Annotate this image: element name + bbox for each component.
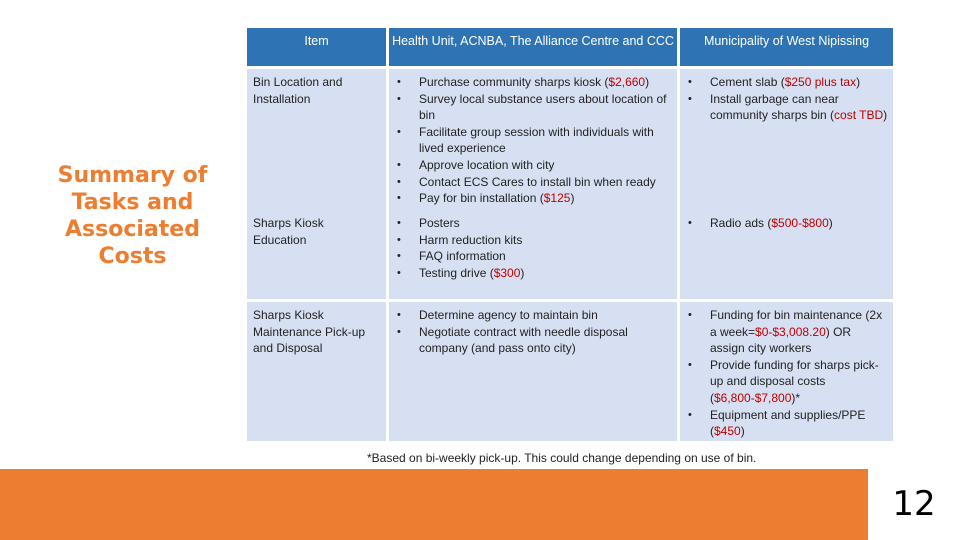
bottom-accent-bar bbox=[0, 469, 960, 540]
health-unit-list bbox=[389, 69, 677, 207]
row-health-unit-cell bbox=[389, 302, 677, 441]
page-number: 12 bbox=[892, 484, 936, 524]
bullet-item bbox=[680, 215, 889, 232]
municipality-list bbox=[680, 210, 893, 232]
bullet-text: ) bbox=[520, 265, 525, 280]
bullet-item bbox=[389, 174, 673, 191]
bullet-item bbox=[389, 157, 673, 174]
bullet-item bbox=[389, 232, 673, 249]
cost-text: $6,800-$7,800 bbox=[714, 390, 792, 405]
bullet-text: Determine agency to maintain bin bbox=[419, 308, 598, 322]
bullet-text: Pay for bin installation ( bbox=[419, 191, 544, 206]
bullet-text: Survey local substance users about location of bin bbox=[419, 91, 667, 123]
bullet-item bbox=[680, 91, 889, 124]
row-item: Bin Location and Installation bbox=[247, 69, 386, 237]
bullet-item bbox=[389, 265, 673, 282]
header-item: Item bbox=[247, 28, 386, 66]
footnote: *Based on bi-weekly pick-up. This could change depending on use of bin. bbox=[367, 451, 757, 465]
bullet-text: Radio ads ( bbox=[710, 216, 772, 230]
cost-text: $500-$800 bbox=[771, 216, 829, 230]
row-item: Sharps Kiosk Maintenance Pick-up and Disposal bbox=[247, 302, 386, 441]
bullet-text: Testing drive ( bbox=[419, 265, 494, 280]
health-unit-list bbox=[389, 302, 677, 357]
municipality-list bbox=[680, 302, 893, 440]
bullet-text: Provide funding for sharps pick-up and disposal costs ( bbox=[710, 357, 879, 405]
bullet-text: ) bbox=[740, 424, 745, 439]
cost-text: $2,660 bbox=[608, 75, 646, 89]
bullet-text: Harm reduction kits bbox=[419, 232, 523, 247]
bullet-item bbox=[389, 248, 673, 265]
bullet-text: Equipment and supplies/PPE ( bbox=[710, 407, 866, 439]
bullet-text: Cement slab ( bbox=[710, 75, 785, 89]
bullet-text: Negotiate contract with needle disposal company (and pass onto city) bbox=[419, 324, 628, 356]
bullet-text: ) OR assign city workers bbox=[710, 324, 852, 356]
bullet-item bbox=[680, 407, 889, 440]
bullet-item bbox=[389, 307, 673, 324]
cost-text: $250 plus tax bbox=[784, 75, 857, 89]
bullet-item bbox=[389, 74, 673, 91]
bullet-text: ) bbox=[856, 75, 861, 89]
bullet-item bbox=[389, 324, 673, 357]
bullet-text: Facilitate group session with individuals with lived experience bbox=[419, 124, 654, 156]
bullet-text: FAQ information bbox=[419, 249, 506, 264]
health-unit-list bbox=[389, 210, 677, 281]
bullet-text: Purchase community sharps kiosk ( bbox=[419, 75, 609, 89]
slide-title: Summary of Tasks and Associated Costs bbox=[57, 163, 208, 269]
bullet-item bbox=[389, 190, 673, 207]
bullet-text: Contact ECS Cares to install bin when ready bbox=[419, 174, 656, 189]
bullet-text: ) bbox=[828, 216, 833, 230]
bullet-item bbox=[680, 74, 889, 91]
municipality-list bbox=[680, 69, 893, 124]
cost-text: $450 bbox=[714, 424, 741, 439]
cost-text: $0-$3,008.20 bbox=[755, 324, 826, 339]
row-item: Sharps Kiosk Education bbox=[247, 210, 386, 299]
bullet-item bbox=[389, 91, 673, 124]
bullet-text: ) bbox=[570, 191, 575, 206]
cost-text: $125 bbox=[543, 191, 571, 206]
bullet-item bbox=[389, 124, 673, 157]
bullet-text: Install garbage can near community sharps bin ( bbox=[710, 91, 839, 123]
bullet-text: )* bbox=[791, 390, 801, 405]
row-municipality-cell bbox=[680, 302, 893, 441]
header-municipality: Municipality of West Nipissing bbox=[680, 28, 893, 66]
bullet-text: Posters bbox=[419, 216, 460, 230]
bullet-text: Approve location with city bbox=[419, 157, 555, 172]
bullet-item bbox=[680, 307, 889, 357]
cost-text: cost TBD bbox=[834, 108, 884, 123]
row-municipality-cell bbox=[680, 210, 893, 299]
header-health-unit: Health Unit, ACNBA, The Alliance Centre and CCC bbox=[389, 28, 677, 66]
bullet-item bbox=[389, 215, 673, 232]
bullet-item bbox=[680, 357, 889, 407]
bullet-text: ) bbox=[883, 108, 888, 123]
bullet-text: ) bbox=[645, 75, 650, 89]
row-health-unit-cell bbox=[389, 210, 677, 299]
cost-text: $300 bbox=[493, 265, 521, 280]
bullet-text: Funding for bin maintenance (2x a week= bbox=[710, 308, 883, 339]
